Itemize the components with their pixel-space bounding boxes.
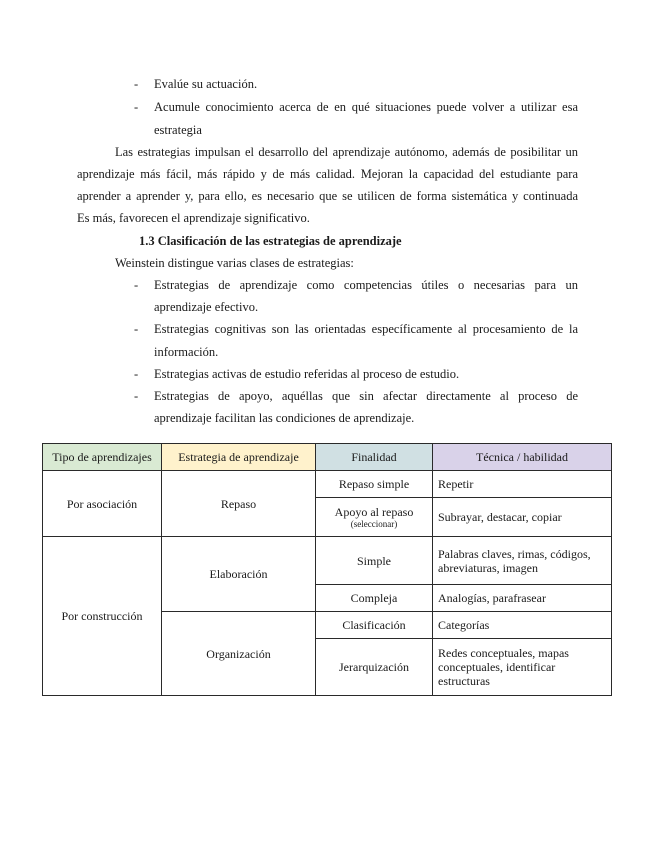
cell-tecnica: Categorías	[433, 612, 612, 639]
table-header-row	[43, 444, 612, 471]
cell-estrategia-organizacion: Organización	[162, 612, 316, 696]
table-row	[43, 471, 612, 498]
header-estrategia: Estrategia de aprendizaje	[162, 444, 316, 471]
intro-bullet-2-line-1: Acumule conocimiento acerca de en qué situaciones puede volver a utilizar esa	[154, 100, 578, 114]
lead-sentence: Weinstein distingue varias clases de estrategias:	[115, 256, 354, 270]
cell-tecnica: Analogías, parafrasear	[433, 585, 612, 612]
cell-tipo-construccion: Por construcción	[43, 537, 162, 696]
strategy-bullet-3: Estrategias activas de estudio referidas al proceso de estudio.	[154, 367, 460, 381]
cell-tecnica: Subrayar, destacar, copiar	[433, 498, 612, 537]
bullet-marker: -	[134, 77, 139, 91]
paragraph-line-3: aprender a aprender y, para ello, es necesario que se utilicen de forma sistemática y continuada	[77, 189, 578, 203]
bullet-marker: -	[134, 322, 139, 336]
cell-finalidad: Simple	[316, 537, 433, 585]
strategy-bullet-2-line-1: Estrategias cognitivas son las orientadas específicamente al procesamiento de la	[154, 322, 578, 336]
cell-estrategia-repaso: Repaso	[162, 471, 316, 537]
header-finalidad: Finalidad	[316, 444, 433, 471]
intro-bullet-2-line-2: estrategia	[154, 123, 202, 137]
table-row	[43, 537, 612, 585]
bullet-marker: -	[134, 100, 139, 114]
cell-tecnica: Redes conceptuales, mapas conceptuales, identificar estructuras	[433, 639, 612, 696]
cell-finalidad: Jerarquización	[316, 639, 433, 696]
intro-bullet-1: Evalúe su actuación.	[154, 77, 258, 91]
strategy-bullet-2-line-2: información.	[154, 345, 219, 359]
cell-tipo-asociacion: Por asociación	[43, 471, 162, 537]
strategy-bullet-4-line-2: aprendizaje facilitan las condiciones de aprendizaje.	[154, 411, 415, 425]
bullet-marker: -	[134, 389, 139, 403]
cell-finalidad: Clasificación	[316, 612, 433, 639]
cell-tecnica: Repetir	[433, 471, 612, 498]
paragraph-line-1: Las estrategias impulsan el desarrollo del aprendizaje autónomo, además de posibilitar un	[115, 145, 578, 159]
header-tecnica: Técnica / habilidad	[433, 444, 612, 471]
cell-finalidad: Repaso simple	[316, 471, 433, 498]
cell-estrategia-elaboracion: Elaboración	[162, 537, 316, 612]
finalidad-note: (seleccionar)	[350, 519, 398, 529]
cell-finalidad: Compleja	[316, 585, 433, 612]
section-heading: 1.3 Clasificación de las estrategias de aprendizaje	[139, 234, 402, 248]
cell-finalidad	[316, 498, 433, 537]
strategies-table	[42, 443, 612, 696]
strategy-bullet-4-line-1: Estrategias de apoyo, aquéllas que sin afectar directamente al proceso de	[154, 389, 578, 403]
bullet-marker: -	[134, 367, 139, 381]
finalidad-text: Apoyo al repaso	[334, 505, 414, 519]
header-tipo: Tipo de aprendizajes	[43, 444, 162, 471]
paragraph-line-2: aprendizaje más fácil, más rápido y de más calidad. Mejoran la capacidad del estudiante para	[77, 167, 578, 181]
cell-tecnica: Palabras claves, rimas, códigos, abreviaturas, imagen	[433, 537, 612, 585]
paragraph-line-4: Es más, favorecen el aprendizaje significativo.	[77, 211, 310, 225]
strategy-bullet-1-line-1: Estrategias de aprendizaje como competencias útiles o necesarias para un	[154, 278, 578, 292]
strategy-bullet-1-line-2: aprendizaje efectivo.	[154, 300, 259, 314]
bullet-marker: -	[134, 278, 139, 292]
